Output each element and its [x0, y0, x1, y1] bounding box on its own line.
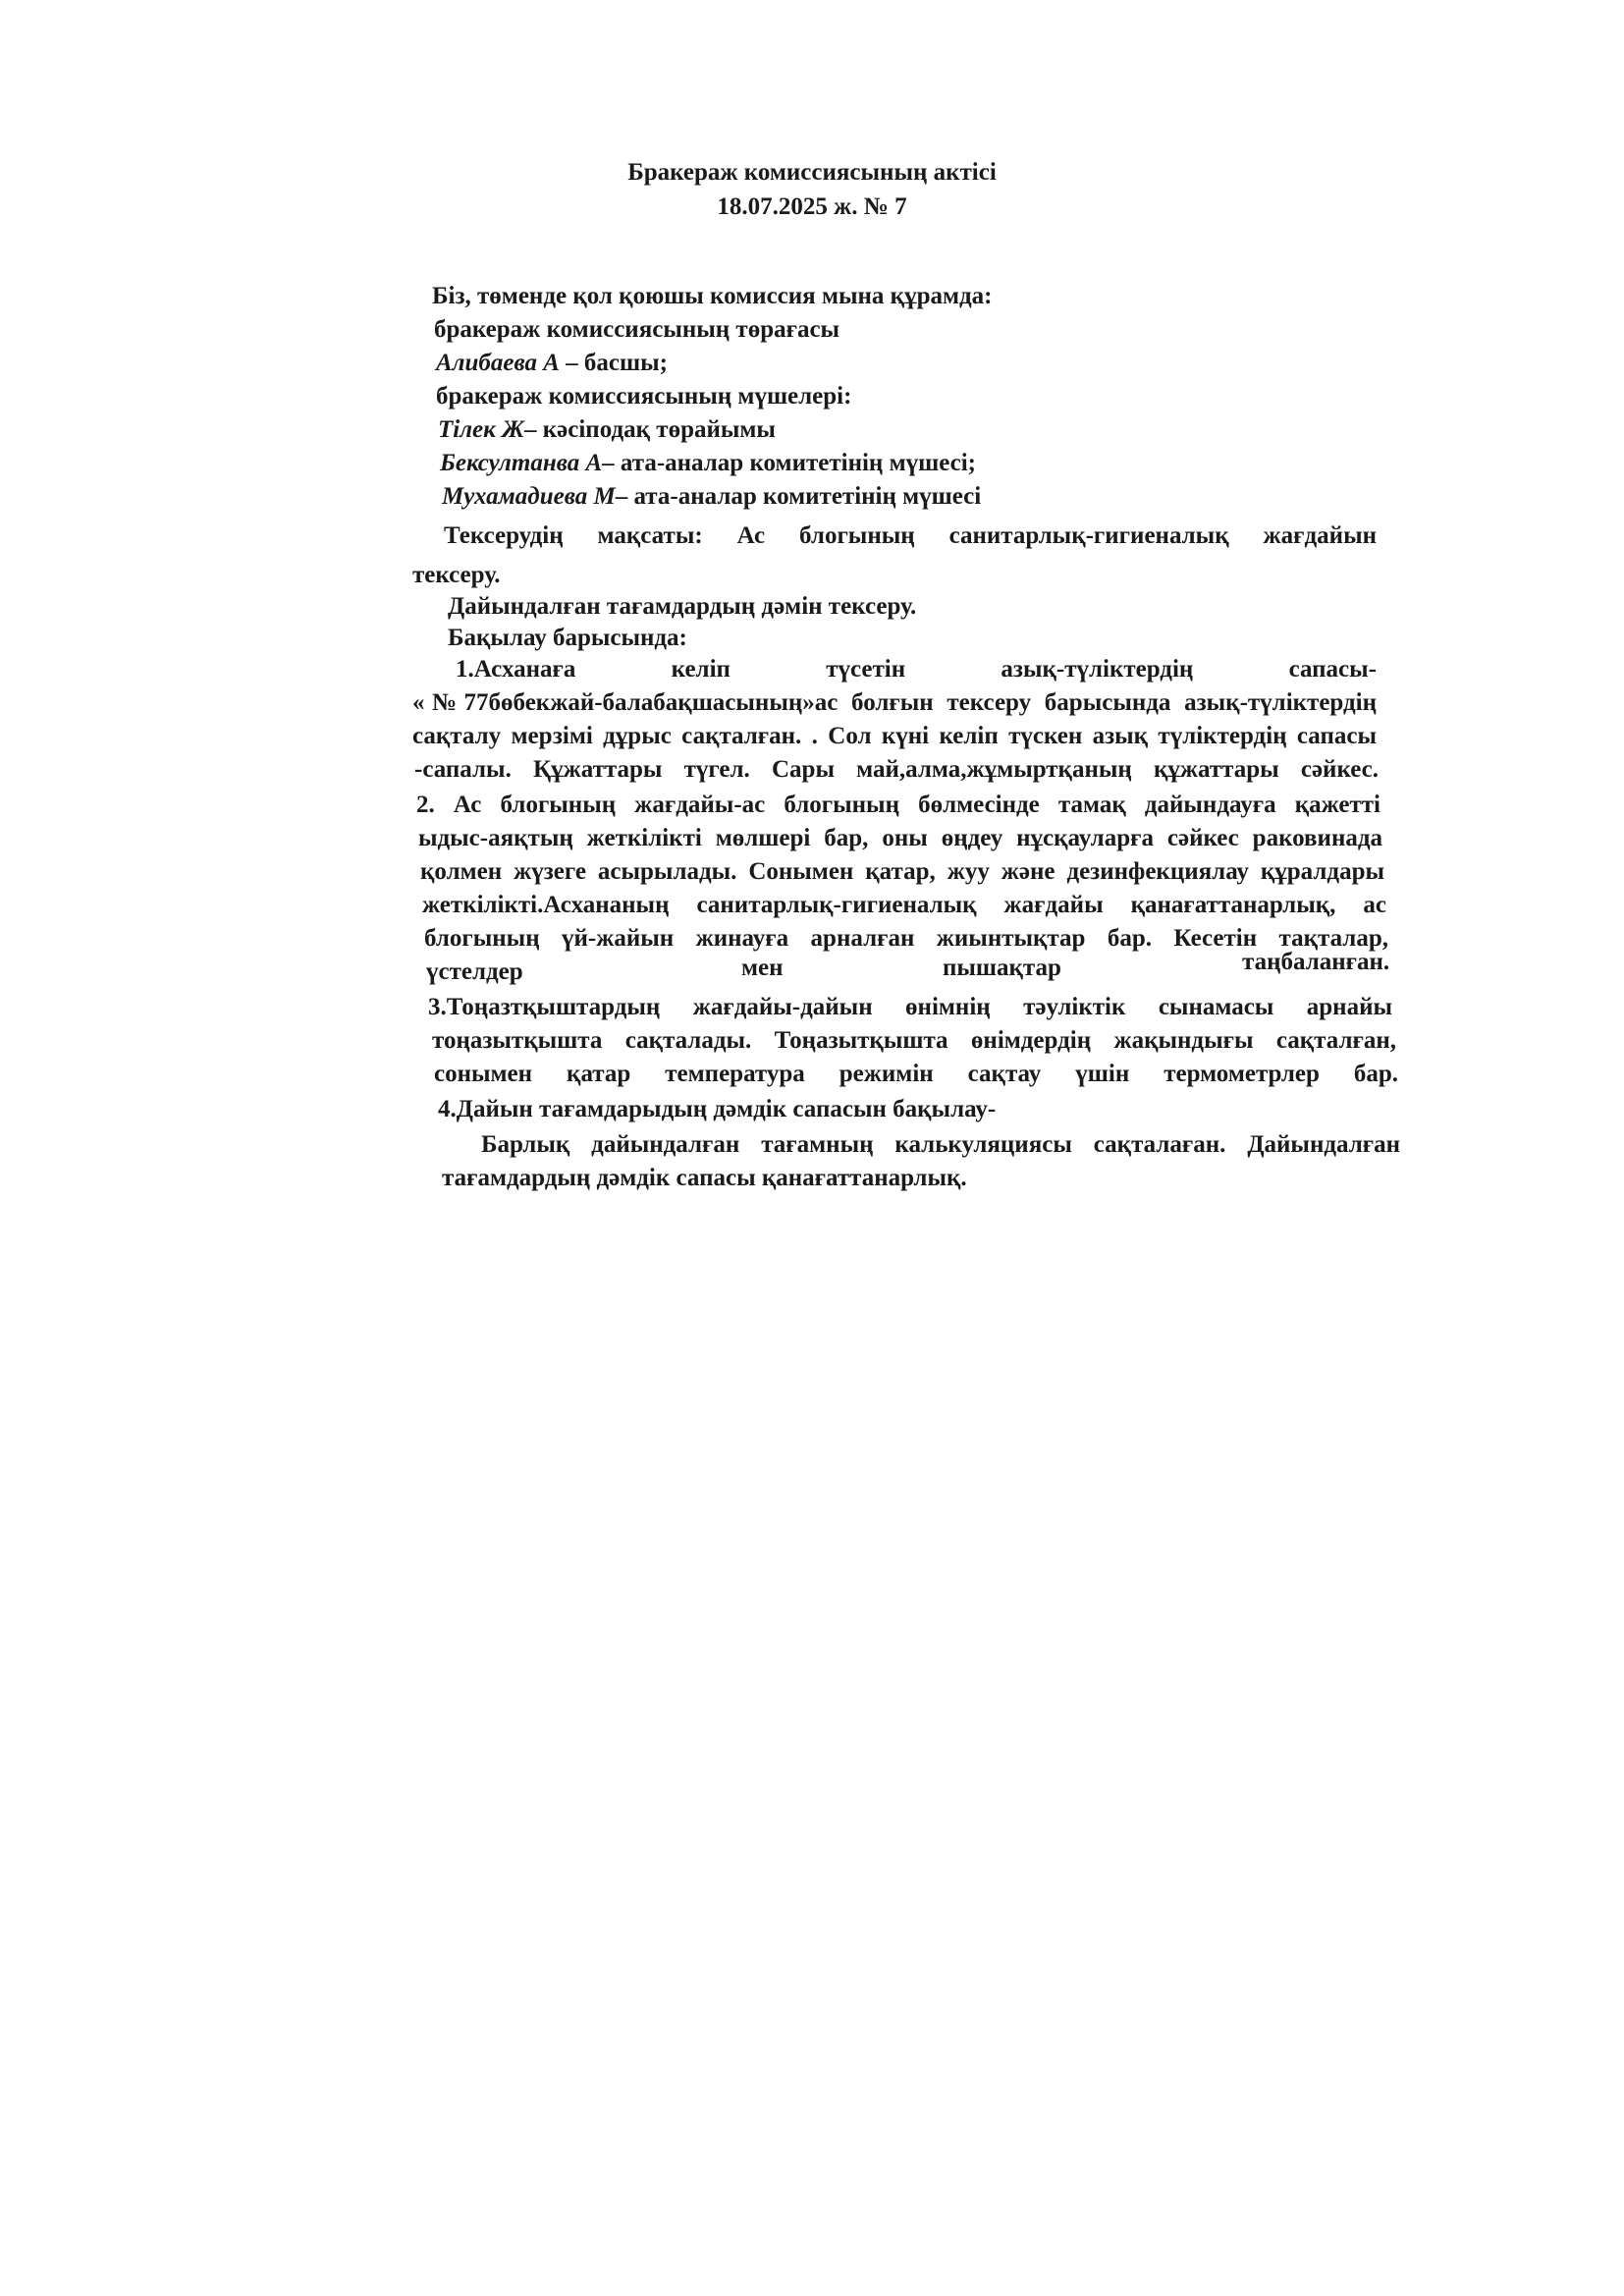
section-1-title: 1.Асханаға келіп түсетін азық-түліктердің сапасы- [456, 656, 1377, 683]
section-2-line-6c: пышақтар [943, 955, 1061, 981]
member-1 [438, 416, 776, 444]
chair-name: Алибаева А [436, 350, 560, 376]
section-3-title: 3.Тоңазтқыштардың жағдайы- [428, 994, 801, 1020]
section-2-text: ас блогының бөлмесінде тамақ дайындауға қажетті [741, 792, 1381, 818]
section-2-line-6d: таңбаланған. [1242, 949, 1390, 975]
section-2-line-2: ыдыс-аяқтың жеткілікті мөлшері бар, оны өңдеу нұсқауларға сәйкес раковинада [418, 825, 1382, 851]
member-name: Мухамадиева М [442, 483, 616, 510]
section-4-title: 4.Дайын тағамдарыдың дәмдік сапасын бақылау- [438, 1096, 997, 1122]
member-name: Тілек Ж [438, 416, 525, 443]
chair-label: бракераж комиссиясының төрағасы [434, 316, 840, 343]
section-2-line-5: блогының үй-жайын жинауға арналған жиынтықтар бар. Кесетін тақталар, [424, 925, 1388, 952]
member-3 [442, 483, 981, 511]
observation-label: Бақылау барысында: [448, 625, 687, 651]
section-3-line-1 [428, 994, 1392, 1021]
document-date-number: 18.07.2025 ж. № 7 [717, 193, 907, 220]
members-label: бракераж комиссиясының мүшелері: [436, 383, 852, 410]
section-1-line-3: сақталу мерзімі дұрыс сақталған. . Сол күні келіп түскен азық түліктердің сапасы [412, 723, 1377, 749]
section-3-text: дайын өнімнің тәуліктік сынамасы арнайы [800, 994, 1393, 1020]
section-2-line-6b: мен [741, 955, 784, 981]
member-role: – кәсіподақ төрайымы [524, 416, 776, 443]
purpose-taste-check: Дайындалған тағамдардың дәмін тексеру. [448, 593, 917, 620]
section-2-line-1 [416, 792, 1380, 819]
section-2-line-4: жеткілікті.Асхананың санитарлық-гигиеналық жағдайы қанағаттанарлық, ас [422, 892, 1386, 918]
section-2-title: 2. Ас блогының жағдайы- [416, 792, 742, 818]
purpose-text-2: тексеру. [412, 562, 501, 588]
chair-line [436, 350, 668, 377]
document-title: Бракераж комиссиясының актісі [627, 159, 997, 186]
section-4-line-1: Барлық дайындалған тағамның калькуляциясы сақталаған. Дайындалған [481, 1131, 1400, 1158]
purpose-text: : Ас блогының санитарлық-гигиеналық жағдайын [694, 522, 1377, 549]
purpose-line [444, 522, 1377, 550]
section-1-line-2: «№77бөбекжай-балабақшасының»ас болғын тексеру барысында азық-түліктердің [412, 689, 1377, 716]
section-2-line-6a: үстелдер [426, 958, 523, 985]
chair-role: – басшы; [559, 350, 668, 376]
section-2-line-3: қолмен жүзеге асырылады. Сонымен қатар, жуу және дезинфекциялау құралдары [420, 858, 1384, 885]
section-1-line-4: -сапалы. Құжаттары түгел. Сары май,алма,жұмыртқаның құжаттары сәйкес. [414, 756, 1379, 783]
section-3-line-2: тоңазытқышта сақталады. Тоңазытқышта өнімдердің жақындығы сақталған, [432, 1027, 1396, 1054]
member-role: – ата-аналар комитетінің мүшесі; [602, 450, 976, 476]
member-2 [440, 450, 976, 477]
member-role: – ата-аналар комитетінің мүшесі [615, 483, 982, 510]
section-3-line-3: сонымен қатар температура режимін сақтау үшін термометрлер бар. [434, 1061, 1398, 1087]
commission-intro: Біз, төменде қол қоюшы комиссия мына құрамда: [432, 283, 993, 309]
member-name: Бексултанва А [440, 450, 603, 476]
purpose-label: Тексерудің мақсаты [444, 522, 695, 549]
section-4-line-2: тағамдардың дәмдік сапасы қанағаттанарлық. [442, 1165, 967, 1191]
